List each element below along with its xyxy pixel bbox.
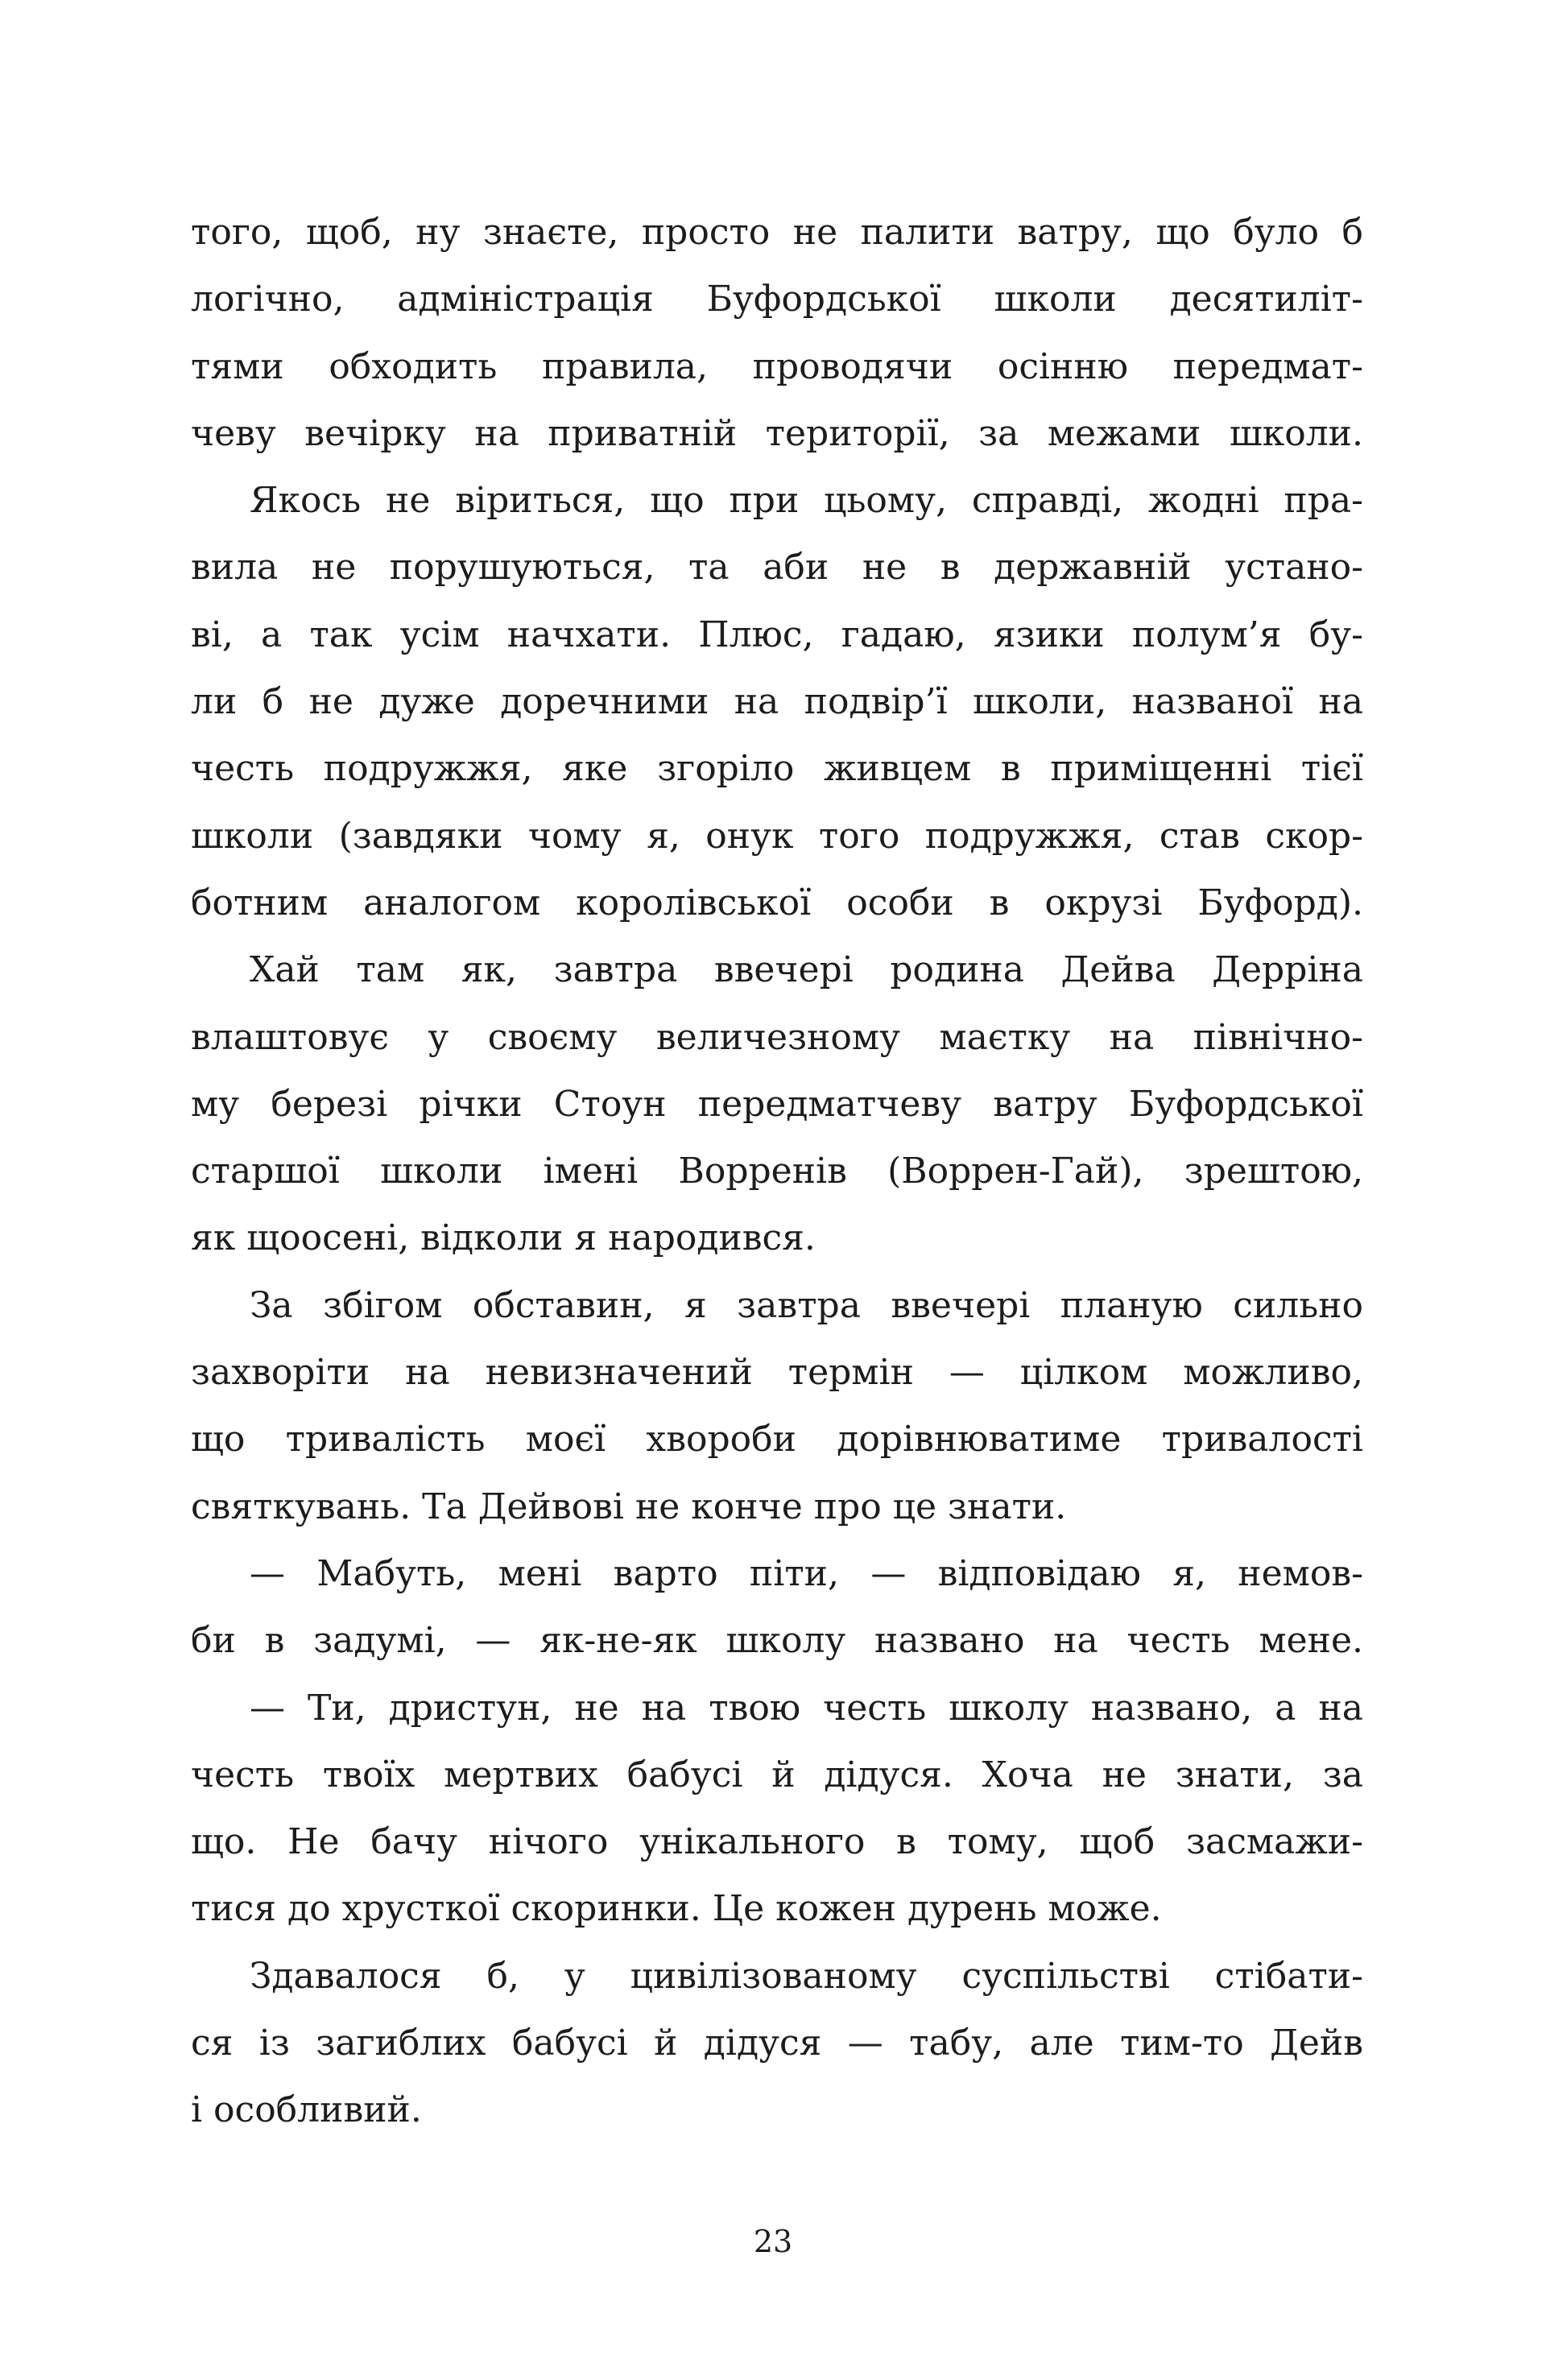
- text-line: ві, а так усім начхати. Плюс, гадаю, язики полум’я бу-: [191, 614, 1363, 655]
- text-line: влаштовує у своєму величезному маєтку на північно-: [191, 1016, 1363, 1058]
- text-line: — Мабуть, мені варто піти, — відповідаю я, немов-: [250, 1552, 1363, 1594]
- text-line: що тривалість моєї хвороби дорівнюватиме тривалості: [191, 1419, 1363, 1461]
- text-line: тями обходить правила, проводячи осінню передмат-: [191, 345, 1363, 387]
- text-line: За збігом обставин, я завтра ввечері планую сильно: [250, 1284, 1363, 1326]
- text-line: би в задумі, — як-не-як школу названо на честь мене.: [191, 1620, 1363, 1662]
- paragraph: [191, 199, 1363, 467]
- text-line: честь твоїх мертвих бабусі й дідуся. Хоча не знати, за: [191, 1754, 1363, 1795]
- paragraph: [191, 1272, 1363, 1540]
- text-line: честь подружжя, яке згоріло живцем в приміщенні тієї: [191, 748, 1363, 790]
- page-text-block: [191, 199, 1363, 2144]
- paragraph: [191, 1540, 1363, 1675]
- text-line: Здавалося б, у цивілізованому суспільстві стібати-: [250, 1955, 1363, 1997]
- paragraph: [191, 467, 1363, 936]
- text-line: школи (завдяки чому я, онук того подружжя, став скор-: [191, 815, 1363, 857]
- text-line: старшої школи імені Ворренів (Воррен-Гай), зрештою,: [191, 1151, 1363, 1192]
- text-line: ли б не дуже доречними на подвір’ї школи, названої на: [191, 681, 1363, 723]
- text-line: ботним аналогом королівської особи в окрузі Буфорд).: [191, 882, 1363, 923]
- text-line: що. Не бачу нічого унікального в тому, щоб засмажи-: [191, 1821, 1363, 1863]
- text-line: і особливий.: [191, 2089, 422, 2131]
- text-line: Хай там як, завтра ввечері родина Дейва Дерріна: [250, 949, 1363, 991]
- text-line: захворіти на невизначений термін — цілком можливо,: [191, 1352, 1363, 1394]
- paragraph: [191, 1943, 1363, 2144]
- text-line: Якось не віриться, що при цьому, справді, жодні пра-: [250, 480, 1363, 522]
- text-line: того, щоб, ну знаєте, просто не палити ватру, що було б: [191, 212, 1363, 253]
- text-line: святкувань. Та Дейвові не конче про це знати.: [191, 1485, 1067, 1527]
- text-line: тися до хрусткої скоринки. Це кожен дурень може.: [191, 1888, 1162, 1930]
- text-line: логічно, адміністрація Буфордської школи десятиліт-: [191, 279, 1363, 320]
- paragraph: [191, 1675, 1363, 1943]
- text-line: ся із загиблих бабусі й дідуся — табу, але тим-то Дейв: [191, 2023, 1363, 2064]
- text-line: чеву вечірку на приватній території, за межами школи.: [191, 412, 1363, 454]
- paragraph: [191, 936, 1363, 1271]
- text-line: вила не порушуються, та аби не в державній устано-: [191, 547, 1363, 589]
- text-line: як щоосені, відколи я народився.: [191, 1217, 816, 1259]
- page-number: 23: [753, 2224, 793, 2259]
- text-line: му березі річки Стоун передматчеву ватру Буфордської: [191, 1083, 1363, 1125]
- text-line: — Ти, дристун, не на твою честь школу названо, а на: [250, 1687, 1363, 1729]
